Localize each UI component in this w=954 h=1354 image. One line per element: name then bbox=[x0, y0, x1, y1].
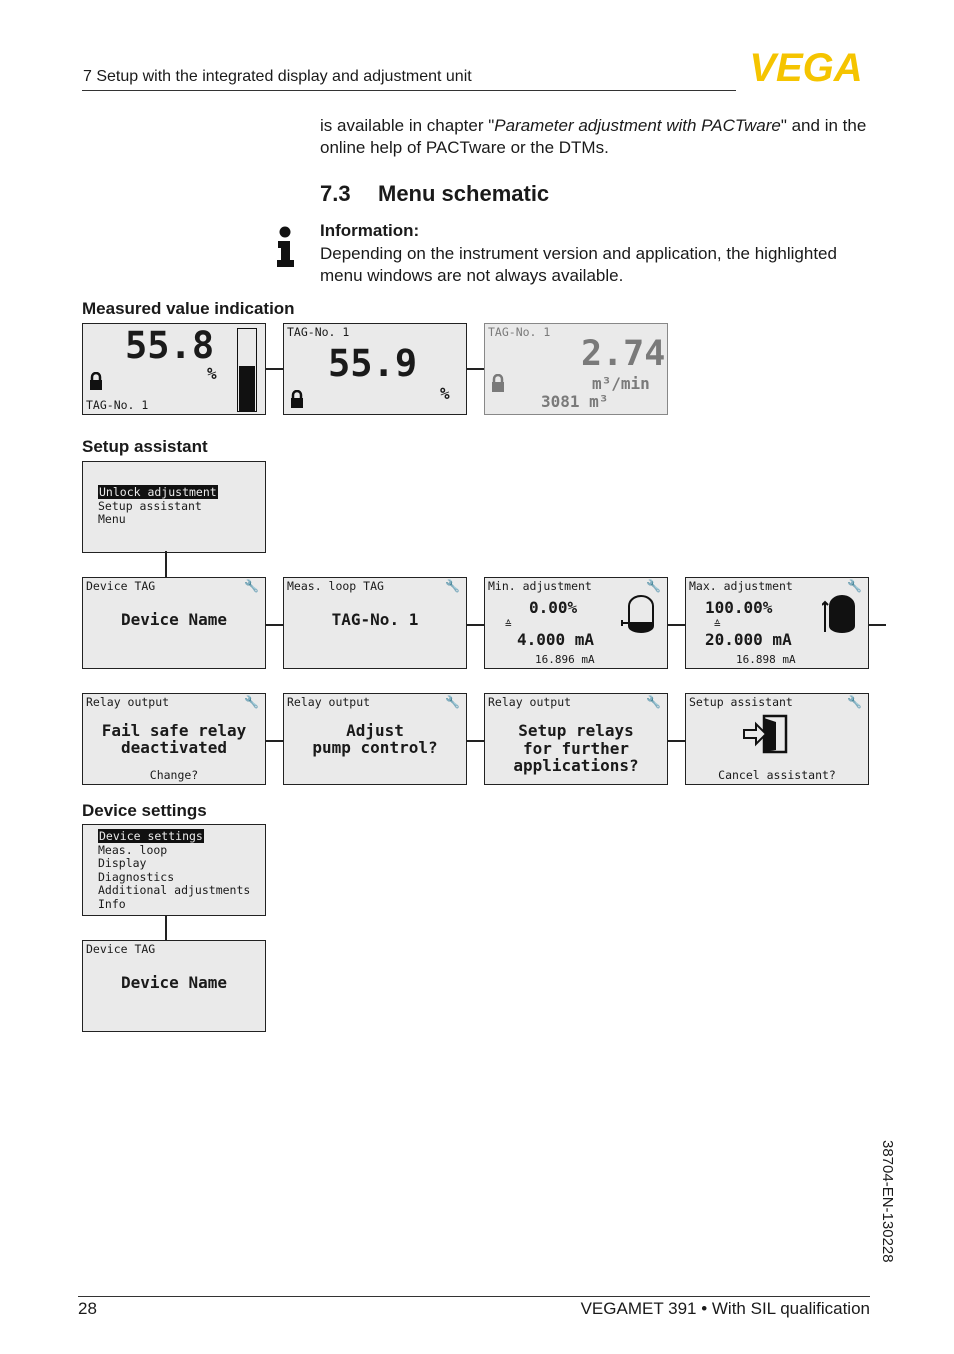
footer-rule bbox=[78, 1296, 870, 1297]
tag-label: TAG-No. 1 bbox=[86, 398, 149, 412]
setup-assistant-title: Setup assistant bbox=[82, 437, 208, 456]
measured-value-title: Measured value indication bbox=[82, 299, 295, 318]
relay-line-1: Setup relays bbox=[518, 721, 634, 740]
relay-line-2: pump control? bbox=[312, 738, 438, 757]
exit-door-icon bbox=[742, 714, 792, 754]
document-id: 38704-EN-130228 bbox=[879, 1140, 896, 1263]
device-name-value: Device Name bbox=[121, 610, 227, 629]
min-ma-value: 4.000 mA bbox=[517, 630, 595, 649]
relay-line-1: Adjust bbox=[346, 721, 404, 740]
menu-item-meas-loop[interactable]: Meas. loop bbox=[98, 842, 168, 857]
tank-full-icon bbox=[822, 592, 862, 634]
unit-label: m³/min bbox=[592, 374, 650, 393]
menu-item-unlock[interactable]: Unlock adjustment bbox=[99, 485, 217, 499]
connector bbox=[165, 551, 167, 577]
window-title: Relay output bbox=[287, 695, 371, 709]
vega-logo bbox=[740, 50, 872, 84]
tag-label: TAG-No. 1 bbox=[488, 325, 551, 339]
change-prompt[interactable]: Change? bbox=[149, 768, 199, 782]
window-title: Relay output bbox=[86, 695, 170, 709]
connector bbox=[265, 624, 283, 626]
level-bargraph bbox=[237, 328, 257, 412]
relay-line-1: Fail safe relay bbox=[101, 721, 247, 740]
cancel-assistant-prompt[interactable]: Cancel assistant? bbox=[718, 768, 836, 782]
display-device-settings-menu bbox=[82, 824, 266, 916]
tag-label: TAG-No. 1 bbox=[287, 325, 350, 339]
display-device-tag-2 bbox=[82, 940, 266, 1032]
min-actual-current: 16.896 mA bbox=[535, 653, 595, 666]
lock-icon bbox=[290, 390, 304, 408]
wrench-icon: 🔧 bbox=[244, 695, 259, 709]
connector bbox=[868, 624, 886, 626]
menu-item-display[interactable]: Display bbox=[98, 856, 147, 871]
connector bbox=[265, 368, 283, 370]
page-number: 28 bbox=[78, 1299, 97, 1318]
menu-item-info[interactable]: Info bbox=[98, 896, 126, 911]
wrench-icon: 🔧 bbox=[244, 579, 259, 593]
wrench-icon: 🔧 bbox=[847, 579, 862, 593]
connector bbox=[466, 368, 484, 370]
menu-item-device-settings[interactable]: Device settings bbox=[99, 829, 203, 843]
display-setup-menu bbox=[82, 461, 266, 553]
relay-line-2: for further bbox=[523, 738, 629, 758]
measured-value: 55.8 bbox=[125, 324, 215, 367]
relay-line-3: applications? bbox=[513, 756, 639, 775]
wrench-icon: 🔧 bbox=[445, 579, 460, 593]
relay-line-2: deactivated bbox=[121, 738, 227, 757]
display-measured-3 bbox=[484, 323, 668, 415]
tank-empty-icon bbox=[621, 592, 661, 634]
connector bbox=[165, 915, 167, 940]
display-device-tag bbox=[82, 577, 266, 669]
wrench-icon: 🔧 bbox=[646, 579, 661, 593]
connector bbox=[466, 624, 484, 626]
menu-item-additional-adjustments[interactable]: Additional adjustments bbox=[98, 883, 251, 898]
lock-icon bbox=[491, 374, 505, 392]
svg-text:VEGA: VEGA bbox=[749, 50, 863, 84]
measured-value: 55.9 bbox=[328, 342, 418, 385]
window-title: Meas. loop TAG bbox=[287, 579, 384, 593]
display-meas-loop-tag bbox=[283, 577, 467, 669]
wrench-icon: 🔧 bbox=[445, 695, 460, 709]
display-assistant-exit bbox=[685, 693, 869, 785]
wrench-icon: 🔧 bbox=[847, 695, 862, 709]
equivalent-sign: ≙ bbox=[714, 618, 721, 631]
display-relay-failsafe bbox=[82, 693, 266, 785]
product-name: VEGAMET 391 • With SIL qualification bbox=[580, 1299, 870, 1318]
intro-paragraph: is available in chapter "Parameter adjustment with PACTware" and in the online help of PACTware or the DTMs. bbox=[320, 116, 867, 157]
window-title: Min. adjustment bbox=[488, 579, 592, 593]
totalizer-value: 3081 m³ bbox=[541, 392, 609, 411]
equivalent-sign: ≙ bbox=[505, 618, 512, 631]
wrench-icon: 🔧 bbox=[646, 695, 661, 709]
lock-icon bbox=[89, 372, 103, 390]
display-measured-2 bbox=[283, 323, 467, 415]
device-settings-title: Device settings bbox=[82, 801, 207, 820]
display-relay-further bbox=[484, 693, 668, 785]
min-percent: 0.00% bbox=[529, 598, 578, 617]
window-title: Device TAG bbox=[86, 579, 156, 593]
window-title: Max. adjustment bbox=[689, 579, 793, 593]
running-header: 7 Setup with the integrated display and adjustment unit bbox=[83, 68, 472, 85]
display-relay-pump bbox=[283, 693, 467, 785]
window-title: Setup assistant bbox=[689, 695, 793, 709]
max-actual-current: 16.898 mA bbox=[736, 653, 796, 666]
section-heading: 7.3 Menu schematic bbox=[320, 181, 550, 206]
connector bbox=[265, 740, 283, 742]
meas-loop-value: TAG-No. 1 bbox=[331, 610, 419, 629]
menu-item-menu[interactable]: Menu bbox=[98, 512, 126, 527]
menu-item-setup-assistant[interactable]: Setup assistant bbox=[98, 498, 202, 513]
measured-value: 2.74 bbox=[581, 334, 666, 374]
info-body: Depending on the instrument version and application, the highlighted menu windows are not always available. bbox=[320, 244, 837, 285]
max-ma-value: 20.000 mA bbox=[705, 630, 792, 649]
unit-label: % bbox=[440, 384, 450, 403]
max-percent: 100.00% bbox=[705, 598, 773, 617]
menu-item-diagnostics[interactable]: Diagnostics bbox=[98, 869, 175, 884]
info-title: Information: bbox=[320, 221, 420, 240]
display-max-adjustment bbox=[685, 577, 869, 669]
display-min-adjustment bbox=[484, 577, 668, 669]
connector bbox=[466, 740, 484, 742]
window-title: Device TAG bbox=[86, 942, 156, 956]
window-title: Relay output bbox=[488, 695, 572, 709]
unit-label: % bbox=[207, 364, 217, 383]
device-name-value: Device Name bbox=[121, 973, 227, 992]
header-rule bbox=[82, 90, 736, 91]
connector bbox=[667, 740, 685, 742]
connector bbox=[667, 624, 685, 626]
info-icon bbox=[275, 226, 295, 268]
display-measured-1 bbox=[82, 323, 266, 415]
